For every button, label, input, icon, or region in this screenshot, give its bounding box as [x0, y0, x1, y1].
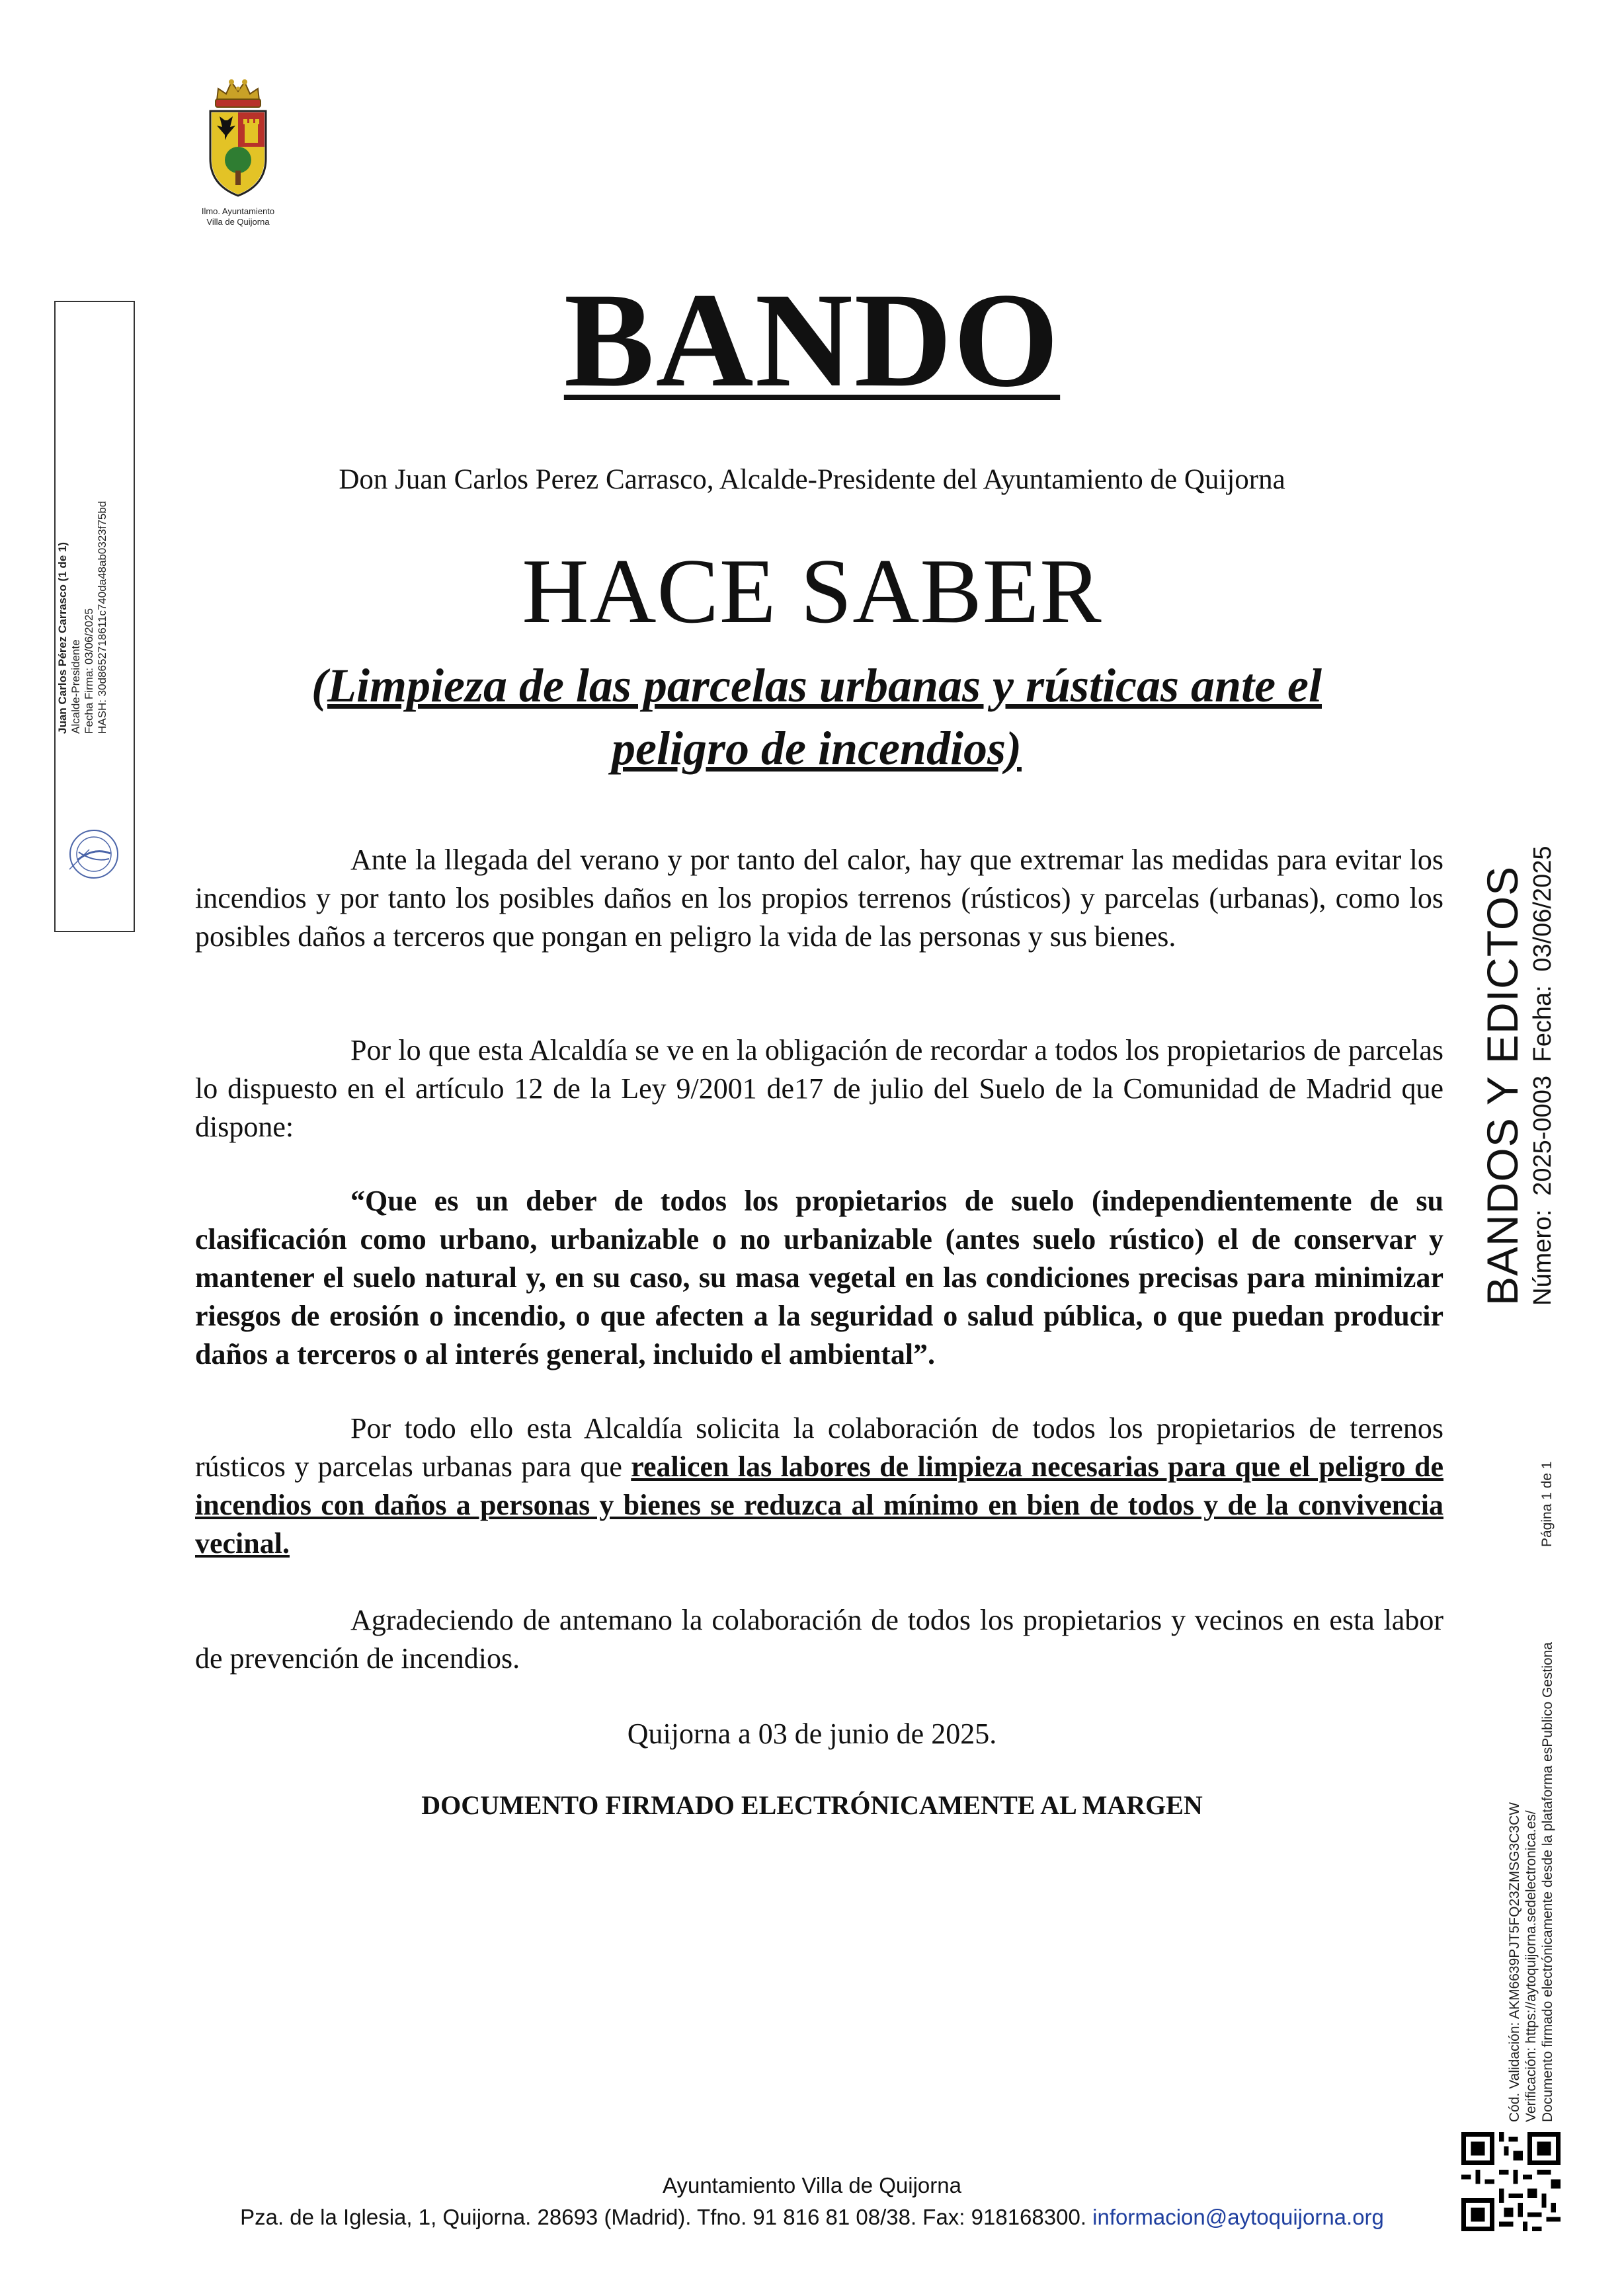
registry-stamp: [1478, 816, 1559, 1306]
footer-organization: Ayuntamiento Villa de Quijorna: [663, 2173, 961, 2197]
coat-of-arms-icon: [192, 74, 284, 206]
signature-date: Fecha Firma: 03/06/2025: [83, 608, 95, 734]
date-line: Quijorna a 03 de junio de 2025.: [627, 1718, 997, 1750]
validation-note: Documento firmado electrónicamente desde la plataforma esPublico Gestiona: [1540, 1642, 1555, 2122]
paragraph-1: Ante la llegada del verano y por tanto del calor, hay que extremar las medidas para evitar los incendios y por tanto los posibles daños en los propios terrenos (rústicos) y parcelas (urbanas), como los posibles daños a terceros que pongan en peligro la vida de las personas y sus bienes.: [195, 844, 1443, 953]
stamp-number-date: [1527, 816, 1559, 1306]
signature-hash: HASH: 30d8652718611c740da48ab0323f75bd: [96, 500, 108, 734]
law-quote: “Que es un deber de todos los propietarios de suelo (independientemente de su clasificación como urbano, urbanizable o no urbanizable (antes suelo rústico) el de conservar y mantener el suelo natural y, en su caso, su masa vegetal en las condiciones precisas para minimizar riesgos de erosión o incendio, o que afecten a la seguridad o salud pública, o que puedan producir daños a terceros o al interés general, incluido el ambiental”.: [195, 1185, 1443, 1370]
footer-address: [0, 2203, 1624, 2231]
signer-role: Alcalde-Presidente: [69, 639, 82, 734]
page-counter: Página 1 de 1: [1539, 1461, 1555, 1547]
electronic-signature-note: DOCUMENTO FIRMADO ELECTRÓNICAMENTE AL MARGEN: [421, 1790, 1203, 1820]
announcement-heading: HACE SABER: [522, 540, 1102, 643]
announcement-subtitle: (Limpieza de las parcelas urbanas y rústicas ante el peligro de incendios): [311, 659, 1322, 775]
signature-seal-icon: [63, 823, 126, 886]
mayor-intro: Don Juan Carlos Perez Carrasco, Alcalde-Presidente del Ayuntamiento de Quijorna: [339, 464, 1285, 495]
coat-of-arms: [192, 74, 284, 233]
paragraph-3-start: Por todo ello esta Alcaldía solicita la colaboración de todos los propietarios de terrenos rústicos y parcelas urbanas para que: [195, 1412, 1443, 1483]
validation-code: Cód. Validación: AKM6639PJT5FQ23ZMSG3C3CW: [1507, 1802, 1522, 2122]
footer-address-text: Pza. de la Iglesia, 1, Quijorna. 28693 (Madrid). Tfno. 91 816 81 08/38. Fax: 918168300.: [240, 2205, 1086, 2229]
validation-url: Verificación: https://aytoquijorna.sedelectronica.es/: [1523, 1810, 1539, 2122]
paragraph-3-highlight: realicen las labores de limpieza necesarias para que el peligro de incendios con daños a personas y bienes se reduzca al mínimo en bien de todos y de la convivencia vecinal.: [195, 1450, 1443, 1560]
stamp-date: Fecha: 03/06/2025: [1529, 846, 1557, 1062]
stamp-number: Número: 2025-0003: [1529, 1076, 1557, 1306]
paragraph-2: Por lo que esta Alcaldía se ve en la obligación de recordar a todos los propietarios de parcelas lo dispuesto en el artículo 12 de la Ley 9/2001 de17 de julio del Suelo de la Comunidad de Madrid que dispone:: [195, 1034, 1443, 1143]
stamp-category: BANDOS Y EDICTOS: [1478, 865, 1527, 1306]
crest-caption-line2: Villa de Quijorna: [206, 217, 270, 227]
paragraph-3: [195, 1409, 1443, 1563]
document-title: BANDO: [563, 265, 1061, 415]
crest-caption-line1: Ilmo. Ayuntamiento: [201, 206, 275, 216]
footer-email-link[interactable]: informacion@aytoquijorna.org: [1092, 2205, 1384, 2229]
signer-name: Juan Carlos Pérez Carrasco (1 de 1): [56, 541, 69, 734]
paragraph-4: Agradeciendo de antemano la colaboración de todos los propietarios y vecinos en esta labor de prevención de incendios.: [195, 1604, 1443, 1675]
